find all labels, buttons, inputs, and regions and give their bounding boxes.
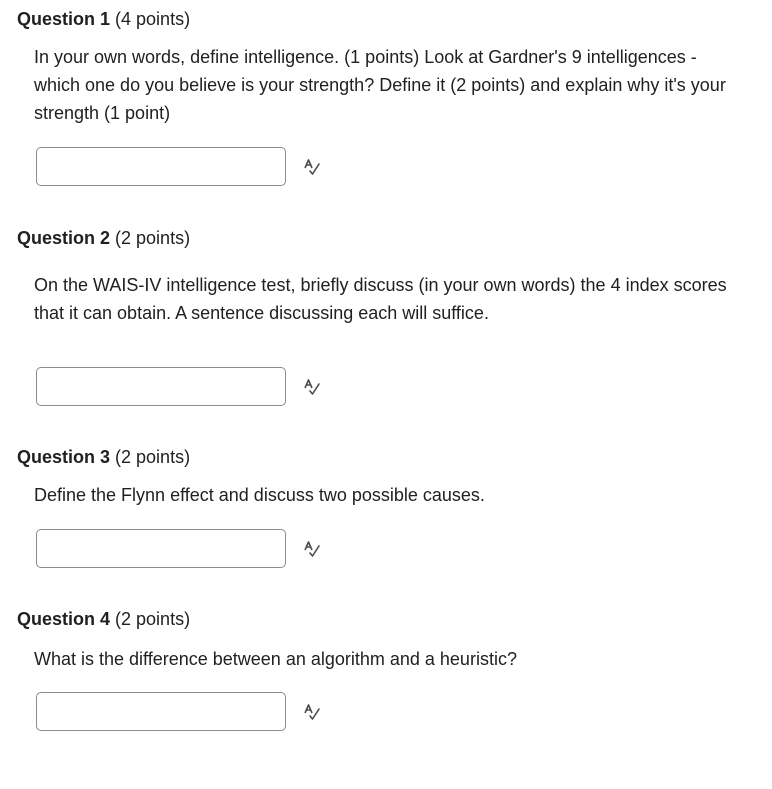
question-title: Question 1 bbox=[17, 9, 111, 29]
answer-input[interactable] bbox=[36, 147, 286, 186]
question-heading bbox=[17, 7, 190, 31]
question-title: Question 4 bbox=[17, 609, 111, 629]
question-heading bbox=[17, 445, 190, 469]
question-title: Question 3 bbox=[17, 447, 111, 467]
answer-input[interactable] bbox=[36, 529, 286, 568]
question-points: (2 points) bbox=[115, 609, 191, 629]
spellcheck-icon[interactable] bbox=[303, 158, 321, 176]
question-heading bbox=[17, 226, 190, 250]
question-text: In your own words, define intelligence. (1 points) Look at Gardner's 9 intelligences - which one do you believe is your strength? Define it (2 points) and explain why it's your strength (1 point) bbox=[34, 47, 726, 123]
question-title: Question 2 bbox=[17, 228, 111, 248]
question-text: On the WAIS-IV intelligence test, briefly discuss (in your own words) the 4 index scores that it can obtain. A sentence discussing each will suffice. bbox=[34, 275, 727, 323]
question-text: Define the Flynn effect and discuss two possible causes. bbox=[34, 485, 485, 505]
question-points: (2 points) bbox=[115, 447, 191, 467]
question-points: (2 points) bbox=[115, 228, 191, 248]
spellcheck-icon[interactable] bbox=[303, 378, 321, 396]
answer-input[interactable] bbox=[36, 367, 286, 406]
spellcheck-icon[interactable] bbox=[303, 703, 321, 721]
question-heading bbox=[17, 607, 190, 631]
question-text: What is the difference between an algorithm and a heuristic? bbox=[34, 649, 517, 669]
spellcheck-icon[interactable] bbox=[303, 540, 321, 558]
question-points: (4 points) bbox=[115, 9, 191, 29]
answer-input[interactable] bbox=[36, 692, 286, 731]
